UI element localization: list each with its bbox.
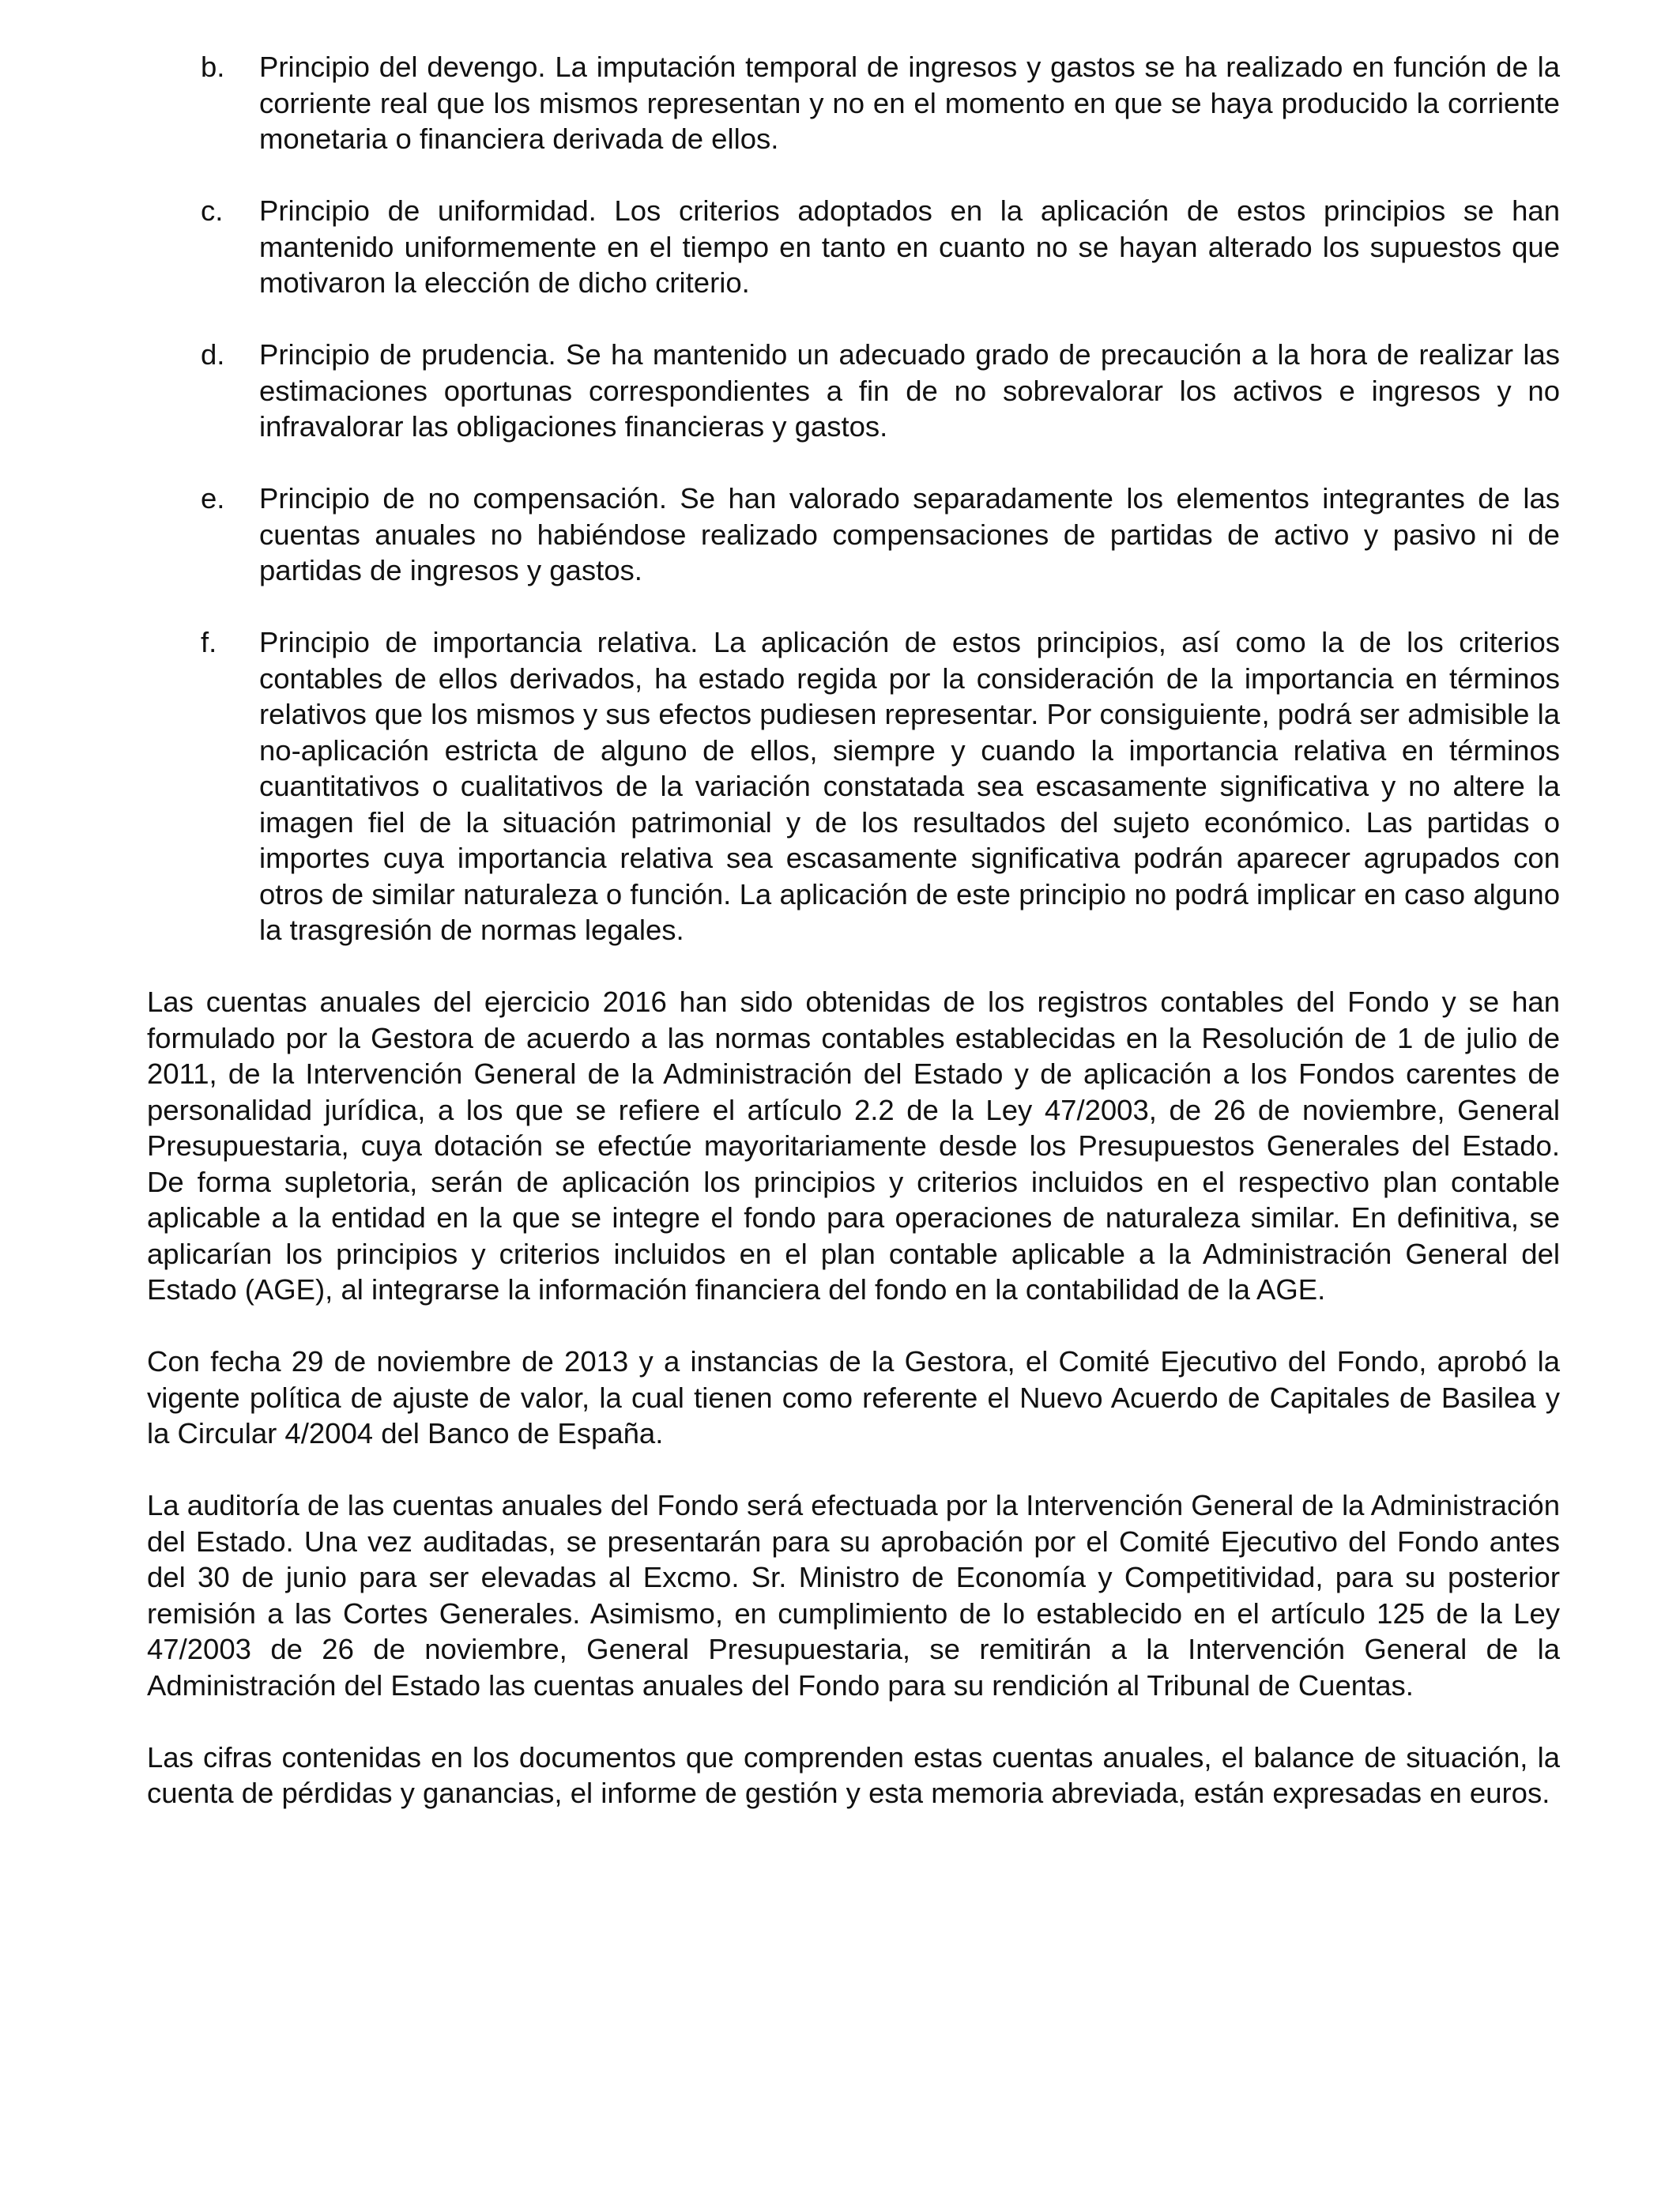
list-item [147,193,1560,301]
principles-list [147,49,1560,948]
list-marker: b. [201,51,225,83]
list-item [147,481,1560,589]
document-page [147,49,1560,1847]
list-marker: d. [201,338,225,371]
list-item-text: Principio de uniformidad. Los criterios adoptados en la aplicación de estos principios se han mantenido uniformemente en el tiempo en tanto en cuanto no se hayan alterado los supuestos que motivaron la elección de dicho criterio. [259,194,1560,299]
list-item-text: Principio de importancia relativa. La aplicación de estos principios, así como la de los criterios contables de ellos derivados, ha estado regida por la consideración de la importancia en términos relativos que los mismos y sus efectos pudiesen representar. Por consiguiente, podrá ser admisible la no-aplicación estricta de alguno de ellos, siempre y cuando la importancia relativa en términos cuantitativos o cualitativos de la variación constatada sea escasamente significativa y no altere la imagen fiel de la situación patrimonial y de los resultados del sujeto económico. Las partidas o importes cuya importancia relativa sea escasamente significativa podrán aparecer agrupados con otros de similar naturaleza o función. La aplicación de este principio no podrá implicar en caso alguno la trasgresión de normas legales. [259,626,1560,946]
list-marker: f. [201,626,217,658]
list-marker: e. [201,482,225,515]
list-item [147,337,1560,445]
list-item [147,624,1560,948]
list-item [147,49,1560,157]
paragraph-audit: La auditoría de las cuentas anuales del Fondo será efectuada por la Intervención General de la Administración del Estado. Una vez auditadas, se presentarán para su aprobación por el Comité Ejecutivo del Fondo antes del 30 de junio para ser elevadas al Excmo. Sr. Ministro de Economía y Competitividad, para su posterior remisión a las Cortes Generales. Asimismo, en cumplimiento de lo establecido en el artículo 125 de la Ley 47/2003 de 26 de noviembre, General Presupuestaria, se remitirán a la Intervención General de la Administración del Estado las cuentas anuales del Fondo para su rendición al Tribunal de Cuentas. [147,1489,1560,1702]
list-item-text: Principio de prudencia. Se ha mantenido un adecuado grado de precaución a la hora de realizar las estimaciones oportunas correspondientes a fin de no sobrevalorar los activos e ingresos y no infravalorar las obligaciones financieras y gastos. [259,338,1560,443]
paragraph-currency: Las cifras contenidas en los documentos que comprenden estas cuentas anuales, el balance de situación, la cuenta de pérdidas y ganancias, el informe de gestión y esta memoria abreviada, están expresadas en euros. [147,1740,1560,1809]
paragraph-accounting-basis: Las cuentas anuales del ejercicio 2016 han sido obtenidas de los registros contables del Fondo y se han formulado por la Gestora de acuerdo a las normas contables establecidas en la Resolución de 1 de julio de 2011, de la Intervención General de la Administración del Estado y de aplicación a los Fondos carentes de personalidad jurídica, a los que se refiere el artículo 2.2 de la Ley 47/2003, de 26 de noviembre, General Presupuestaria, cuya dotación se efectúe mayoritariamente desde los Presupuestos Generales del Estado. De forma supletoria, serán de aplicación los principios y criterios incluidos en el respectivo plan contable aplicable a la entidad en la que se integre el fondo para operaciones de naturaleza similar. En definitiva, se aplicarían los principios y criterios incluidos en el plan contable aplicable a la Administración General del Estado (AGE), al integrarse la información financiera del fondo en la contabilidad de la AGE. [147,986,1560,1306]
list-item-text: Principio del devengo. La imputación temporal de ingresos y gastos se ha realizado en función de la corriente real que los mismos representan y no en el momento en que se haya producido la corriente monetaria o financiera derivada de ellos. [259,51,1560,155]
list-item-text: Principio de no compensación. Se han valorado separadamente los elementos integrantes de las cuentas anuales no habiéndose realizado compensaciones de partidas de activo y pasivo ni de partidas de ingresos y gastos. [259,482,1560,586]
list-marker: c. [201,194,224,227]
paragraph-valuation-policy: Con fecha 29 de noviembre de 2013 y a instancias de la Gestora, el Comité Ejecutivo del Fondo, aprobó la vigente política de ajuste de valor, la cual tienen como referente el Nuevo Acuerdo de Capitales de Basilea y la Circular 4/2004 del Banco de España. [147,1345,1560,1449]
